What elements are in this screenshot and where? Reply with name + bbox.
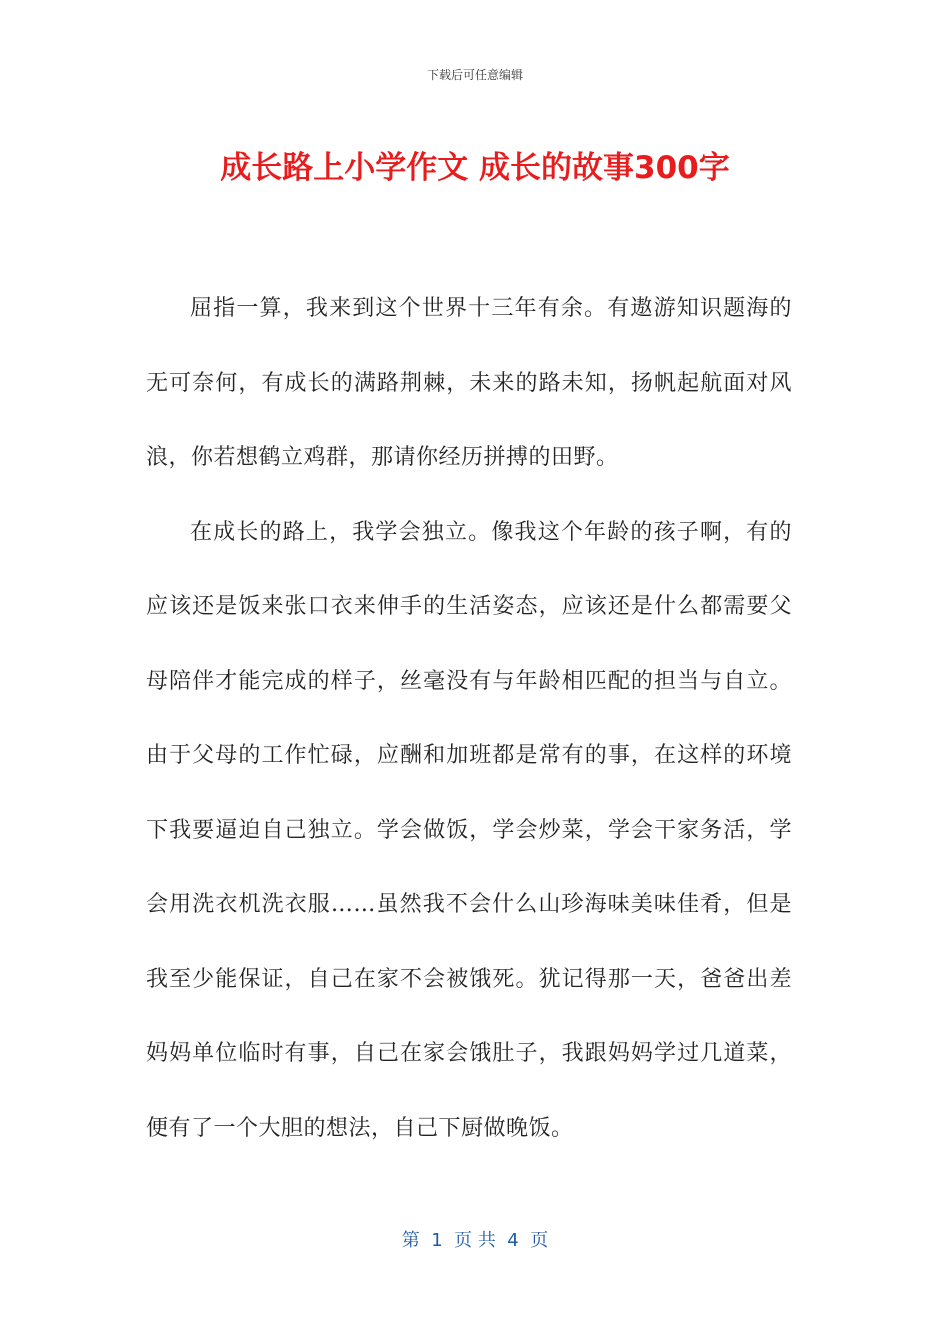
document-title: 成长路上小学作文 成长的故事300字 (220, 150, 730, 186)
paragraph-2: 在成长的路上，我学会独立。像我这个年龄的孩子啊，有的应该还是饭来张口衣来伸手的生活姿态，应该还是什么都需要父母陪伴才能完成的样子，丝毫没有与年龄相匹配的担当与自立。由于父母的工作忙碌，应酬和加班都是常有的事，在这样的环境下我要逼迫自己独立。学会做饭，学会炒菜，学会干家务活，学会用洗衣机洗衣服……虽然我不会什么山珍海味美味佳肴，但是我至少能保证，自己在家不会被饿死。犹记得那一天，爸爸出差妈妈单位临时有事，自己在家会饿肚子，我跟妈妈学过几道菜，便有了一个大胆的想法，自己下厨做晚饭。 (146, 519, 792, 1141)
page-number-footer: 第 1 页 共 4 页 (401, 1230, 549, 1251)
document-body (146, 272, 792, 1166)
paragraph-1: 屈指一算，我来到这个世界十三年有余。有遨游知识题海的无可奈何，有成长的满路荆棘，未来的路未知，扬帆起航面对风浪，你若想鹤立鸡群，那请你经历拼搏的田野。 (146, 296, 792, 470)
header-note: 下载后可任意编辑 (426, 68, 523, 82)
